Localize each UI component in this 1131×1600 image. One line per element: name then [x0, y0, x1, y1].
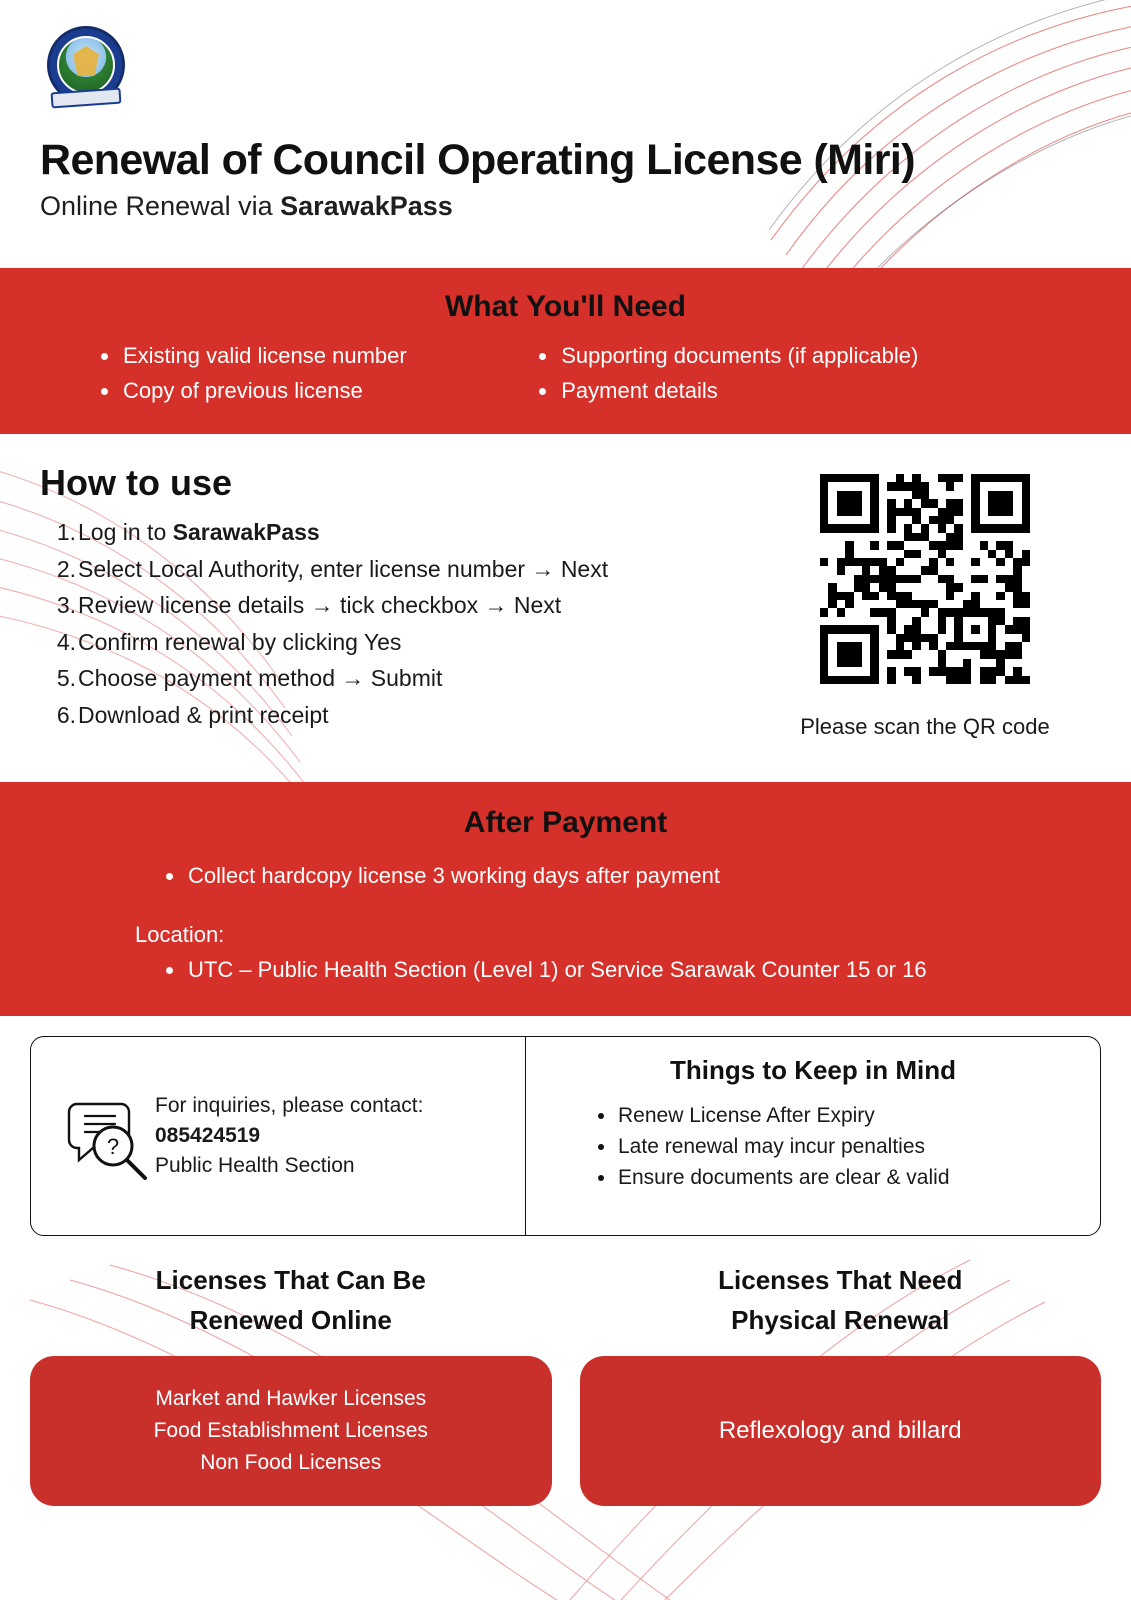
heading-line-1: Licenses That Can Be [155, 1265, 426, 1295]
how-to-use-heading: How to use [40, 462, 233, 503]
keep-in-mind-panel [526, 1037, 1100, 1235]
list-item: Download & print receipt [78, 701, 329, 728]
contact-line-1: For inquiries, please contact: [155, 1094, 424, 1117]
qr-code-icon[interactable] [820, 474, 1030, 684]
contact-phone[interactable]: 085424519 [155, 1124, 261, 1147]
subtitle-brand: SarawakPass [280, 191, 453, 221]
list-item: Payment details [533, 373, 1091, 408]
what-you-need-column-1 [95, 338, 533, 408]
list-item: Food Establishment Licenses [153, 1419, 428, 1442]
what-you-need-column-2 [533, 338, 1091, 408]
list-item: UTC – Public Health Section (Level 1) or Service Sarawak Counter 15 or 16 [160, 954, 1091, 986]
contact-text [155, 1091, 423, 1181]
after-payment-heading: After Payment [463, 806, 668, 839]
online-licenses-pill [30, 1356, 552, 1506]
inquiry-search-icon [63, 1088, 155, 1185]
poster-header [0, 0, 1131, 268]
heading-line-2: Physical Renewal [731, 1305, 950, 1335]
heading-line-1: Licenses That Need [718, 1265, 963, 1295]
keep-in-mind-list [552, 1100, 1074, 1193]
contact-panel [31, 1037, 526, 1235]
after-payment-section [0, 782, 1131, 1016]
how-to-use-steps [40, 514, 760, 733]
subtitle-prefix: Online Renewal via [40, 191, 281, 221]
physical-licenses-column [580, 1260, 1102, 1506]
location-label: Location: [135, 922, 225, 947]
list-item: Select Local Authority, enter license number → Next [78, 555, 609, 582]
list-item: Review license details → tick checkbox → Next [78, 592, 562, 618]
list-item: Ensure documents are clear & valid [592, 1162, 1074, 1193]
contact-department: Public Health Section [155, 1154, 355, 1177]
qr-caption: Please scan the QR code [800, 714, 1050, 739]
page-title: Renewal of Council Operating License (Miri) [40, 136, 915, 184]
list-item: Market and Hawker Licenses [155, 1387, 427, 1410]
list-item [40, 514, 760, 551]
list-item: Confirm renewal by clicking Yes [78, 628, 402, 655]
physical-licenses-heading [718, 1260, 962, 1340]
online-licenses-heading [156, 1260, 426, 1340]
location-list [40, 954, 1091, 986]
heading-line-2: Renewed Online [189, 1305, 392, 1335]
list-item: Existing valid license number [95, 338, 533, 373]
how-to-use-section [0, 434, 1131, 782]
license-categories [0, 1260, 1131, 1506]
step-text: Log in to [78, 519, 173, 545]
step-bold: SarawakPass [172, 519, 320, 545]
page-subtitle [40, 191, 1091, 222]
list-item: Reflexology and billard [718, 1417, 962, 1444]
list-item: Supporting documents (if applicable) [533, 338, 1091, 373]
list-item: Late renewal may incur penalties [592, 1131, 1074, 1162]
list-item: Renew License After Expiry [592, 1100, 1074, 1131]
online-licenses-column [30, 1260, 552, 1506]
majlis-bandaraya-miri-logo-icon [43, 22, 129, 108]
list-item: Choose payment method → Submit [78, 665, 443, 691]
list-item: Collect hardcopy license 3 working days after payment [160, 860, 1091, 892]
keep-in-mind-heading: Things to Keep in Mind [670, 1055, 956, 1085]
list-item: Non Food Licenses [200, 1451, 382, 1474]
list-item: Copy of previous license [95, 373, 533, 408]
physical-licenses-pill [580, 1356, 1102, 1506]
what-you-need-heading: What You'll Need [444, 290, 687, 323]
after-payment-list [40, 860, 1091, 892]
svg-text:?: ? [106, 1133, 120, 1159]
info-box [30, 1036, 1101, 1236]
what-you-need-section [0, 268, 1131, 434]
